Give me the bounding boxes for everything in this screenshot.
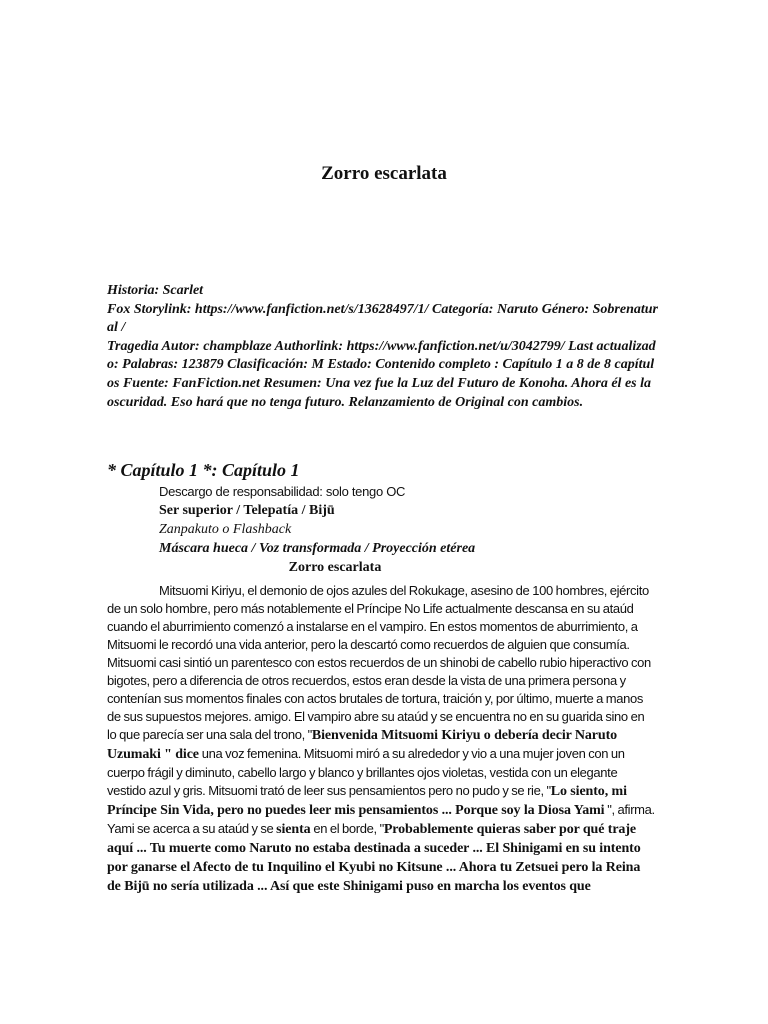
chapter-body-paragraph: [107, 582, 655, 896]
body-bold-run-1: Bienvenida Mitsuomi Kiriyu o debería decir Naruto Uzumaki " dice: [107, 728, 618, 762]
story-metadata: [107, 282, 659, 412]
metadata-summary-line: Tragedia Autor: champblaze Authorlink: https://www.fanfiction.net/u/3042799/ Last actualizado: Palabras: 123879 Clasificación: M Estado: Contenido completo : Capítulo 1 a 8 de 8 capítulos Fuente: FanFiction.net Resumen: Una vez fue la Luz del Futuro de Konoha. Ahora él es la oscuridad. Eso hará que no tenga futuro. Relanzamiento de Original con cambios.: [107, 338, 656, 410]
style-legend: [159, 482, 659, 577]
legend-superior-being: Ser superior / Telepatía / Bijū: [159, 503, 335, 518]
body-text-run-3: ", afirma. Yami se acerca a su ataúd y se: [107, 802, 655, 836]
metadata-story-line: Historia: Scarlet: [107, 283, 204, 298]
legend-zanpakuto: Zanpakuto o Flashback: [159, 522, 292, 537]
disclaimer-line: Descargo de responsabilidad: solo tengo OC: [159, 484, 406, 499]
metadata-storylink-line: Fox Storylink: https://www.fanfiction.net/s/13628497/1/ Categoría: Naruto Género: Sobrenatural /: [107, 301, 658, 336]
body-bold-run-4: Probablemente quieras saber por qué traje aquí ... Tu muerte como Naruto no estaba destinada a suceder ... El Shinigami en su intento por ganarse el Afecto de tu Inquilino el Kyubi no Kitsune ... Ahora tu Zetsuei pero la Reina de Bijū no sería utilizada ... Así que este Shinigami puso en marcha los eventos que: [107, 822, 641, 894]
body-text-run-2: una voz femenina. Mitsuomi miró a su alrededor y vio a una mujer joven con un cuerpo frágil y diminuto, cabello largo y blanco y brillantes ojos violetas, vestida con un elegante vestido azul y gris. Mitsuomi trató de leer sus pensamientos pero no pudo y se rie, ": [107, 746, 625, 798]
body-text-run-4: en el borde, ": [310, 821, 384, 836]
body-text-run-1: Mitsuomi Kiriyu, el demonio de ojos azules del Rokukage, asesino de 100 hombres, ejército de un solo hombre, pero más notablemente el Príncipe No Life actualmente descansa en su ataúd cuando el aburrimiento comenzó a instalarse en el vampiro. En estos momentos de aburrimiento, a Mitsuomi le recordó una vida anterior, pero la descartó como recuerdos de alguien que consumía. Mitsuomi casi sintió un parentesco con estos recuerdos de un shinobi de cabello rubio hiperactivo con bigotes, pero a diferencia de otros recuerdos, estos eran desde la vista de una primera persona y contenían sus momentos finales con actos brutales de tortura, traición y, por último, muerte a manos de sus supuestos mejores. amigo. El vampiro abre su ataúd y se encuentra no en su guarida sino en lo que parecía ser una sala del trono, ": [107, 583, 651, 742]
body-bold-run-2: Lo siento, mi Príncipe Sin Vida, pero no puedes leer mis pensamientos ... Porque soy la Diosa Yami: [107, 784, 627, 818]
legend-hollow-mask: Máscara hueca / Voz transformada / Proyección etérea: [159, 541, 476, 556]
document-title: Zorro escarlata: [321, 163, 447, 184]
chapter-heading: * Capítulo 1 *: Capítulo 1: [107, 460, 300, 480]
chapter-subtitle: Zorro escarlata: [288, 560, 382, 575]
body-bold-run-3: sienta: [276, 822, 311, 837]
